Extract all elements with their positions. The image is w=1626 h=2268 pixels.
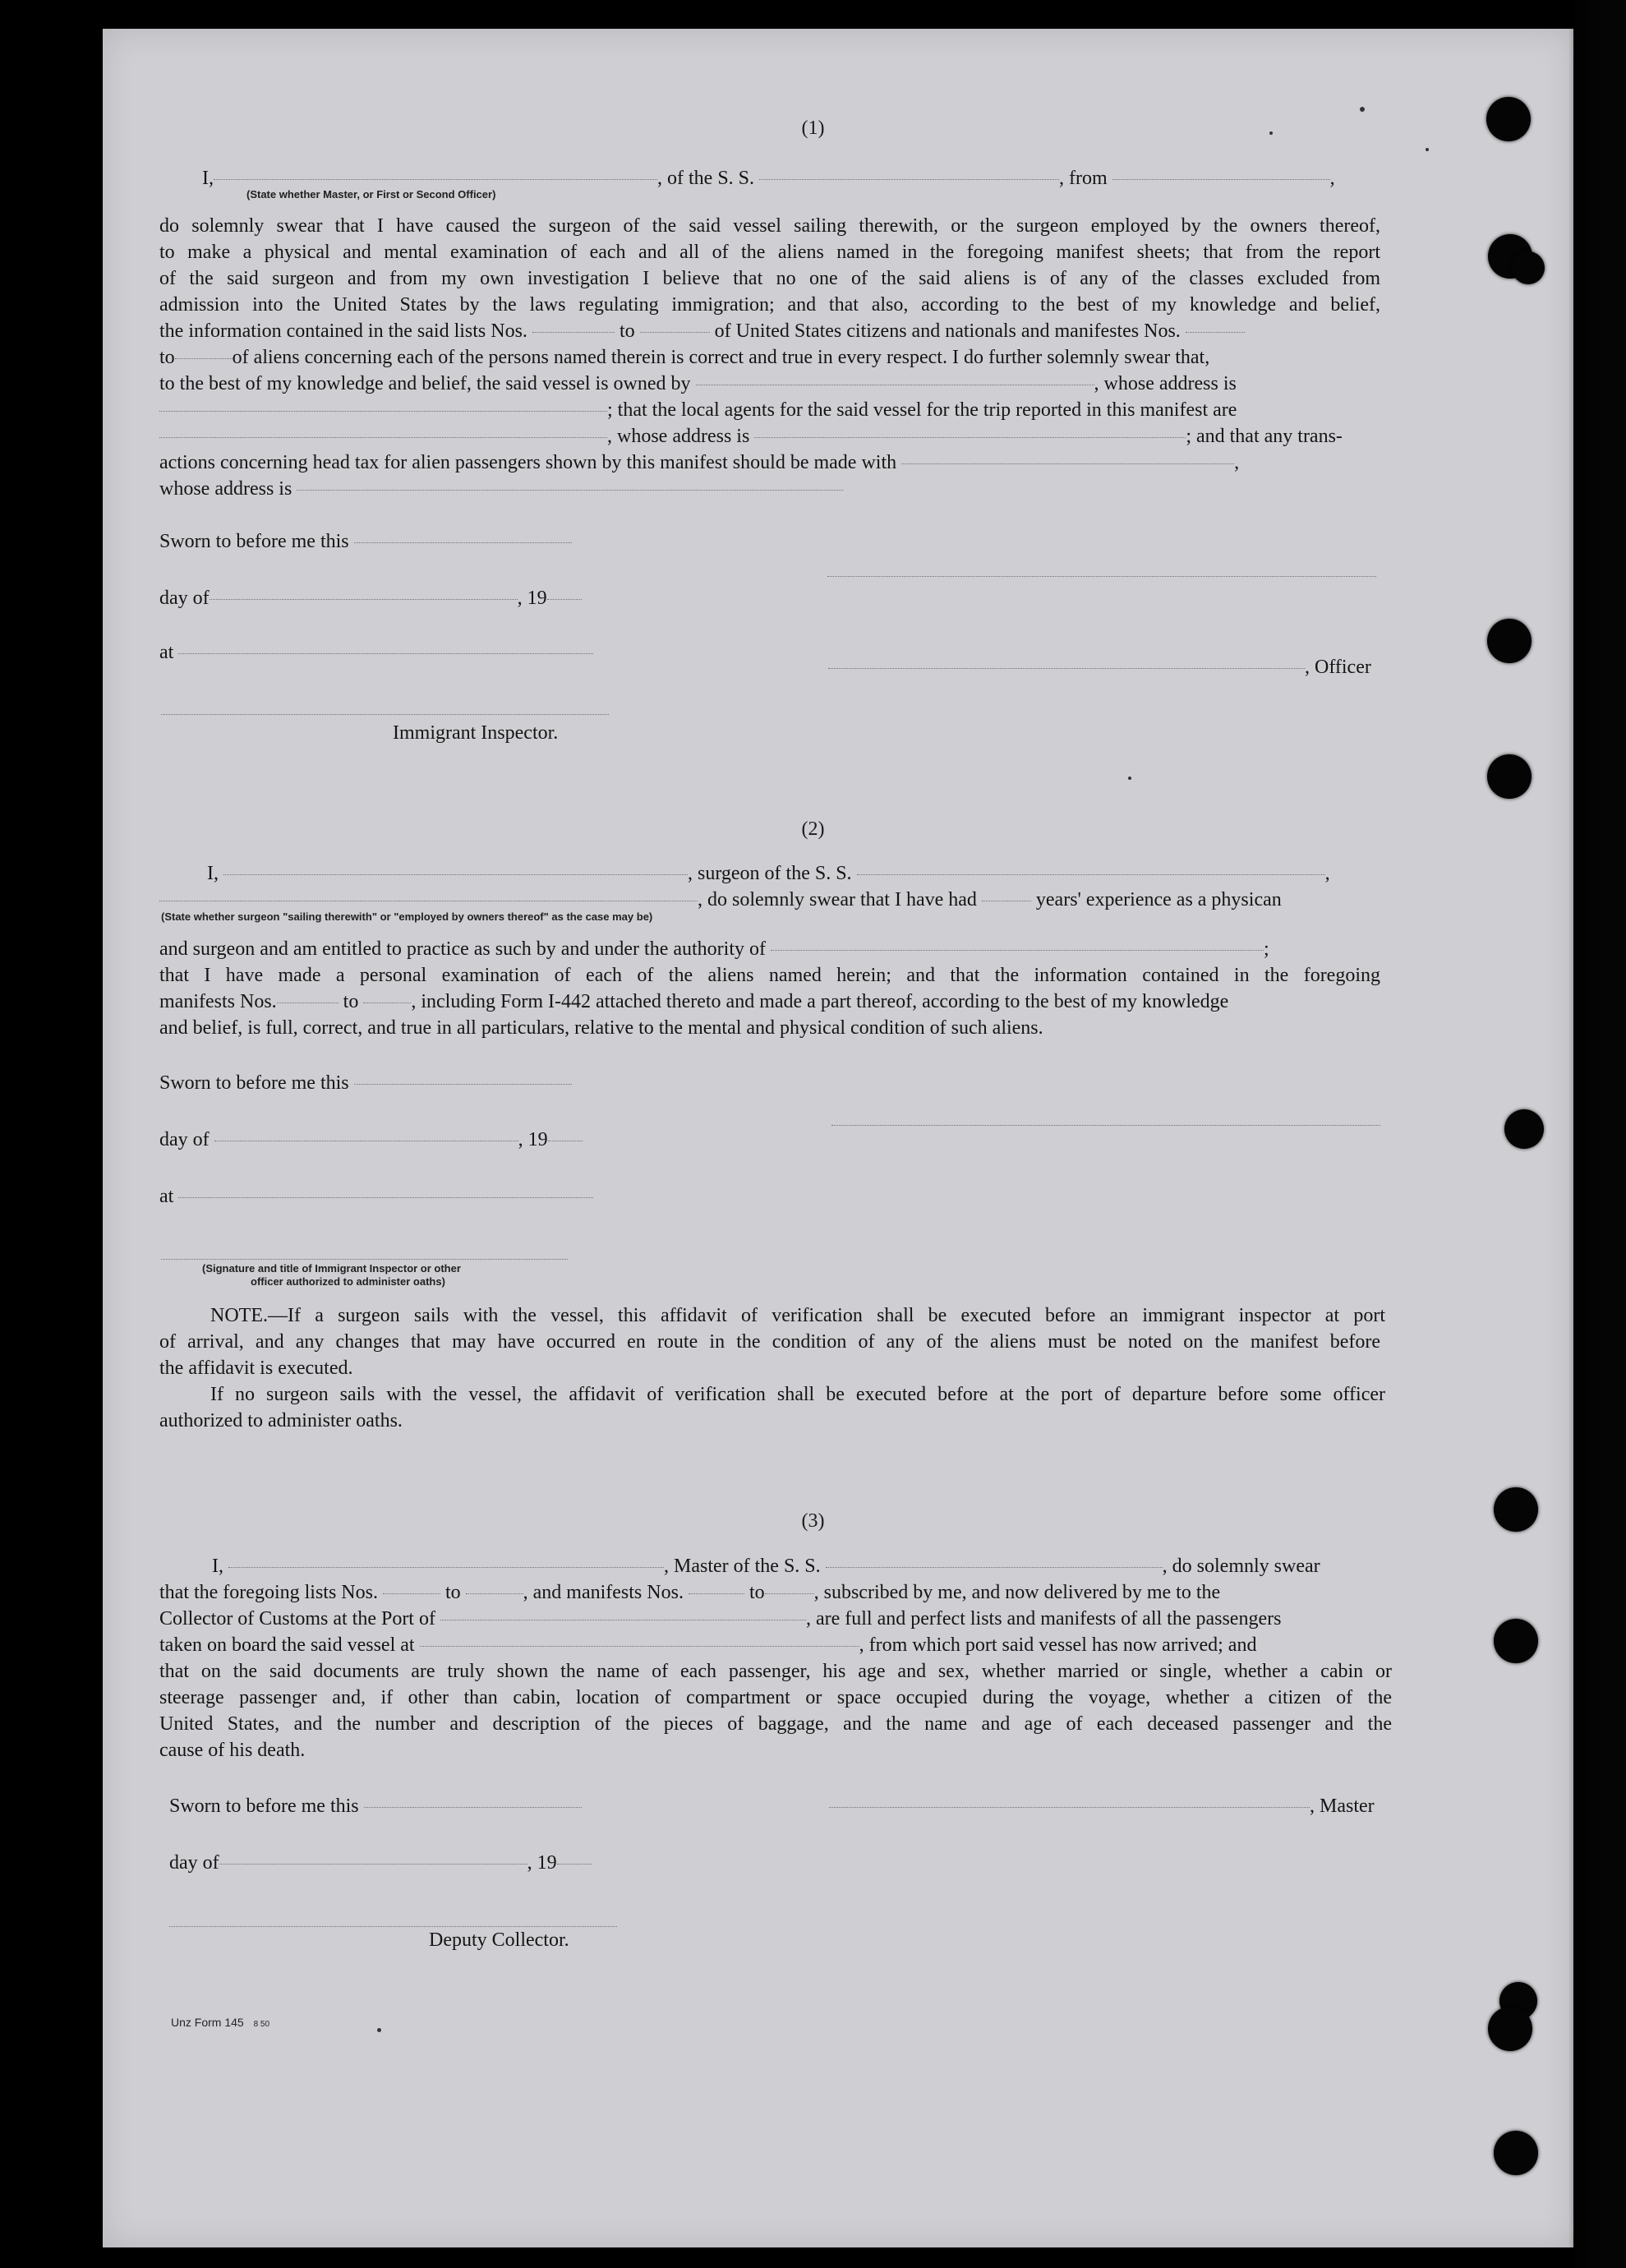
surgeon-role-hint: (State whether surgeon "sailing therewith" or "employed by owners thereof" as the case may be) xyxy=(161,910,653,923)
section-2-i: I, xyxy=(207,863,219,884)
section-1-line-9 xyxy=(159,397,1380,423)
vessel-name-field[interactable] xyxy=(759,178,1059,180)
section-2-day-of xyxy=(159,1127,1380,1153)
experience-years-field[interactable] xyxy=(982,900,1031,901)
section-3-line-2 xyxy=(159,1579,1392,1606)
section-1-line-8 xyxy=(159,371,1380,397)
vessel-name-field[interactable] xyxy=(826,1566,1163,1568)
section-2-line-3 xyxy=(159,936,1380,962)
section-2-sworn xyxy=(159,1070,1380,1096)
year-field[interactable] xyxy=(557,1863,592,1865)
boarding-port-field[interactable] xyxy=(420,1645,859,1647)
section-1-line-5: admission into the United States by the laws regulating immigration; and that also, according to the best of my knowledge and belief, xyxy=(159,294,1380,316)
section-1-i: I, xyxy=(202,168,214,189)
surgeon-vessel-field[interactable] xyxy=(857,874,1325,875)
manifest-from-field[interactable] xyxy=(689,1593,744,1594)
agent-address-label: , whose address is xyxy=(607,426,750,447)
paper-speck xyxy=(1426,148,1429,151)
address-label: , whose address is xyxy=(1094,373,1237,394)
officer-signature-line[interactable] xyxy=(827,575,1376,577)
whose-address-label: whose address is xyxy=(159,478,292,500)
head-tax-address-field[interactable] xyxy=(297,489,843,491)
manifest-to-field[interactable] xyxy=(363,1002,411,1003)
day-of-label: day of xyxy=(159,1129,210,1150)
section-1-line-2: do solemnly swear that I have caused the surgeon of the said vessel sailing therewith, or the surgeon employed by the owners thereof, xyxy=(159,215,1380,237)
section-3-i: I, xyxy=(212,1556,223,1577)
surgeon-signature-line[interactable] xyxy=(831,1124,1380,1126)
list-from-field[interactable] xyxy=(383,1593,440,1594)
punch-hole xyxy=(1487,754,1532,799)
collector-port-label: Collector of Customs at the Port of xyxy=(159,1608,435,1630)
owner-address-field[interactable] xyxy=(159,410,607,412)
master-role-hint: (State whether Master, or First or Second Officer) xyxy=(246,188,496,201)
form-label: , including Form I-442 attached thereto and made a part thereof, according to the best of my knowledge xyxy=(411,991,1229,1012)
note-line-4: If no surgeon sails with the vessel, the affidavit of verification shall be executed before at the port of departure before some officer xyxy=(210,1384,1385,1405)
aliens-statement: of aliens concerning each of the persons named therein is correct and true in every respect. I do further solemnly swear that, xyxy=(232,347,1210,368)
note-line-2: of arrival, and any changes that may have occurred en route in the condition of any of the aliens must be noted on the manifest before xyxy=(159,1331,1380,1353)
note-line-3: the affidavit is executed. xyxy=(159,1358,353,1379)
departure-port-field[interactable] xyxy=(1112,178,1330,180)
year-label: , 19 xyxy=(527,1852,557,1874)
section-1-line-3: to make a physical and mental examination of each and all of the aliens named in the foregoing manifest sheets; that from the report xyxy=(159,242,1380,263)
form-number xyxy=(171,2015,269,2032)
swear-label: , do solemnly swear xyxy=(1162,1556,1320,1577)
section-1-sworn xyxy=(159,528,1380,555)
section-3-line-4 xyxy=(159,1632,1392,1658)
punch-hole xyxy=(1512,251,1545,284)
immigrant-inspector-label: Immigrant Inspector. xyxy=(393,722,559,744)
officer-label: , Officer xyxy=(1305,657,1371,678)
section-2-line-2 xyxy=(159,887,1380,913)
owner-label: to the best of my knowledge and belief, the said vessel is owned by xyxy=(159,373,691,394)
punch-hole xyxy=(1494,1619,1538,1663)
section-3-line-5: that on the said documents are truly shown the name of each passenger, his age and sex, whether married or single, whether a cabin or xyxy=(159,1661,1392,1682)
section-1-of-ss: , of the S. S. xyxy=(657,168,755,189)
semicolon: ; xyxy=(1264,938,1269,960)
officer-field[interactable] xyxy=(828,667,1305,669)
authority-label: and surgeon and am entitled to practice as such by and under the authority of xyxy=(159,938,766,960)
section-2-number: (2) xyxy=(801,818,825,840)
form-date-code: 8 50 xyxy=(253,2020,270,2029)
section-3-number: (3) xyxy=(801,1510,825,1532)
section-3-line-7: United States, and the number and description of the pieces of baggage, and the name and age of each deceased passenger and the xyxy=(159,1713,1392,1735)
comma: , xyxy=(1234,452,1240,473)
list-number-from-field[interactable] xyxy=(532,331,615,333)
at-label: at xyxy=(159,1186,174,1207)
section-2-line-4: that I have made a personal examination of each of the aliens named herein; and that the information contained in the foregoing xyxy=(159,965,1380,986)
authority-field[interactable] xyxy=(771,949,1264,951)
citizens-label: of United States citizens and nationals and manifestes Nos. xyxy=(714,320,1181,342)
lists-label: the information contained in the said lists Nos. xyxy=(159,320,527,342)
surgeon-label: , surgeon of the S. S. xyxy=(688,863,852,884)
surgeon-name-field[interactable] xyxy=(223,874,688,875)
section-1-line-4: of the said surgeon and from my own investigation I believe that no one of the said aliens is of any of the classes excluded from xyxy=(159,268,1380,289)
section-1-line-7 xyxy=(159,344,1380,371)
inspector-signature-line[interactable] xyxy=(161,713,609,715)
manifests-label: manifests Nos. xyxy=(159,991,277,1012)
manifest-to-field[interactable] xyxy=(765,1593,814,1594)
section-2-at xyxy=(159,1183,1380,1210)
local-agents-field[interactable] xyxy=(159,436,607,438)
port-field[interactable] xyxy=(440,1619,806,1620)
transactions-label: ; and that any trans- xyxy=(1186,426,1343,447)
year-field[interactable] xyxy=(547,598,582,600)
day-of-label: day of xyxy=(159,588,210,609)
location-field[interactable] xyxy=(178,652,593,654)
head-tax-contact-field[interactable] xyxy=(901,463,1234,464)
arrived-label: , from which port said vessel has now arrived; and xyxy=(859,1634,1257,1656)
section-1-line-6 xyxy=(159,318,1380,344)
section-1-day-of xyxy=(159,585,1380,611)
sworn-label: Sworn to before me this xyxy=(159,531,349,552)
deputy-collector-label: Deputy Collector. xyxy=(429,1929,569,1951)
section-1-line-11 xyxy=(159,449,1380,476)
paper-speck xyxy=(1128,777,1131,780)
day-field[interactable] xyxy=(219,1863,527,1865)
year-field[interactable] xyxy=(548,1140,583,1141)
manifest-number-from-field[interactable] xyxy=(1186,331,1245,333)
administrator-signature-line[interactable] xyxy=(161,1258,568,1260)
section-3-line-3 xyxy=(159,1606,1392,1632)
section-3-line-6: steerage passenger and, if other than cabin, location of compartment or space occupied during the voyage, whether a citizen of the xyxy=(159,1687,1392,1708)
year-label: , 19 xyxy=(517,588,547,609)
section-3-line-8: cause of his death. xyxy=(159,1740,306,1761)
surgeon-role-field[interactable] xyxy=(159,900,698,901)
year-label: , 19 xyxy=(518,1129,548,1150)
master-signature-field[interactable] xyxy=(829,1806,1310,1808)
sworn-date-field[interactable] xyxy=(354,542,572,543)
day-of-label: day of xyxy=(169,1852,219,1874)
master-label: , Master of the S. S. xyxy=(664,1556,821,1577)
physician-label: years' experience as a physican xyxy=(1035,889,1282,910)
day-field[interactable] xyxy=(214,1140,518,1141)
local-agents-label: ; that the local agents for the said vessel for the trip reported in this manifest are xyxy=(607,399,1237,421)
form-code: Unz Form 145 xyxy=(171,2016,244,2029)
section-2-line-5 xyxy=(159,989,1380,1015)
section-1-officer xyxy=(828,654,1379,680)
list-number-to-field[interactable] xyxy=(640,331,710,333)
vessel-owner-field[interactable] xyxy=(696,384,1094,385)
comma: , xyxy=(1324,863,1330,884)
section-1-comma: , xyxy=(1329,168,1335,189)
note-line-1: NOTE.—If a surgeon sails with the vessel, this affidavit of verification shall be executed before an immigrant inspector at port xyxy=(210,1305,1385,1326)
boarding-port-label: taken on board the said vessel at xyxy=(159,1634,415,1656)
subscribed-label: , subscribed by me, and now delivered by me to the xyxy=(813,1582,1221,1603)
at-label: at xyxy=(159,642,174,663)
head-tax-label: actions concerning head tax for alien passengers shown by this manifest should be made with xyxy=(159,452,897,473)
scan-shadow xyxy=(1568,0,1626,2268)
section-2-line-6: and belief, is full, correct, and true in all particulars, relative to the mental and physical condition of such aliens. xyxy=(159,1017,1043,1039)
manifests-label: , and manifests Nos. xyxy=(523,1582,684,1603)
sworn-date-field[interactable] xyxy=(354,1083,572,1085)
master-name-field[interactable] xyxy=(228,1566,664,1568)
location-field[interactable] xyxy=(178,1196,593,1198)
master-signature xyxy=(829,1793,1396,1819)
manifest-from-field[interactable] xyxy=(277,1002,339,1003)
signature-hint-line-2: officer authorized to administer oaths) xyxy=(251,1275,445,1288)
punch-hole xyxy=(1487,619,1532,663)
to-label: to xyxy=(619,320,635,342)
section-1-number: (1) xyxy=(801,118,825,139)
section-2-line-1 xyxy=(207,860,1382,887)
section-1-line-12 xyxy=(159,476,1380,502)
punch-hole xyxy=(1494,2131,1538,2175)
section-3-day-of xyxy=(169,1850,744,1876)
master-name-field[interactable] xyxy=(214,178,657,180)
to-label: to xyxy=(749,1582,765,1603)
sworn-label: Sworn to before me this xyxy=(169,1796,359,1817)
punch-hole xyxy=(1504,1109,1544,1149)
day-field[interactable] xyxy=(210,598,518,600)
manifest-number-to-field[interactable] xyxy=(175,357,233,359)
lists-complete-label: , are full and perfect lists and manifests of all the passengers xyxy=(805,1608,1282,1630)
paper-speck xyxy=(377,2028,381,2032)
signature-hint-line-1: (Signature and title of Immigrant Inspector or other xyxy=(202,1262,461,1275)
agent-address-field[interactable] xyxy=(754,436,1186,438)
sworn-label: Sworn to before me this xyxy=(159,1072,349,1094)
section-1-line-10 xyxy=(159,423,1380,449)
section-3-line-1 xyxy=(212,1553,1395,1579)
lists-label: that the foregoing lists Nos. xyxy=(159,1582,378,1603)
to-label: to xyxy=(159,347,175,368)
to-label: to xyxy=(343,991,359,1012)
master-signature-label: , Master xyxy=(1310,1796,1375,1817)
sworn-date-field[interactable] xyxy=(364,1806,582,1808)
punch-hole xyxy=(1488,2007,1532,2051)
paper-speck xyxy=(1360,107,1365,112)
experience-label: , do solemnly swear that I have had xyxy=(698,889,977,910)
section-1-from: , from xyxy=(1059,168,1108,189)
list-to-field[interactable] xyxy=(466,1593,523,1594)
to-label: to xyxy=(445,1582,461,1603)
note-line-5: authorized to administer oaths. xyxy=(159,1410,403,1431)
